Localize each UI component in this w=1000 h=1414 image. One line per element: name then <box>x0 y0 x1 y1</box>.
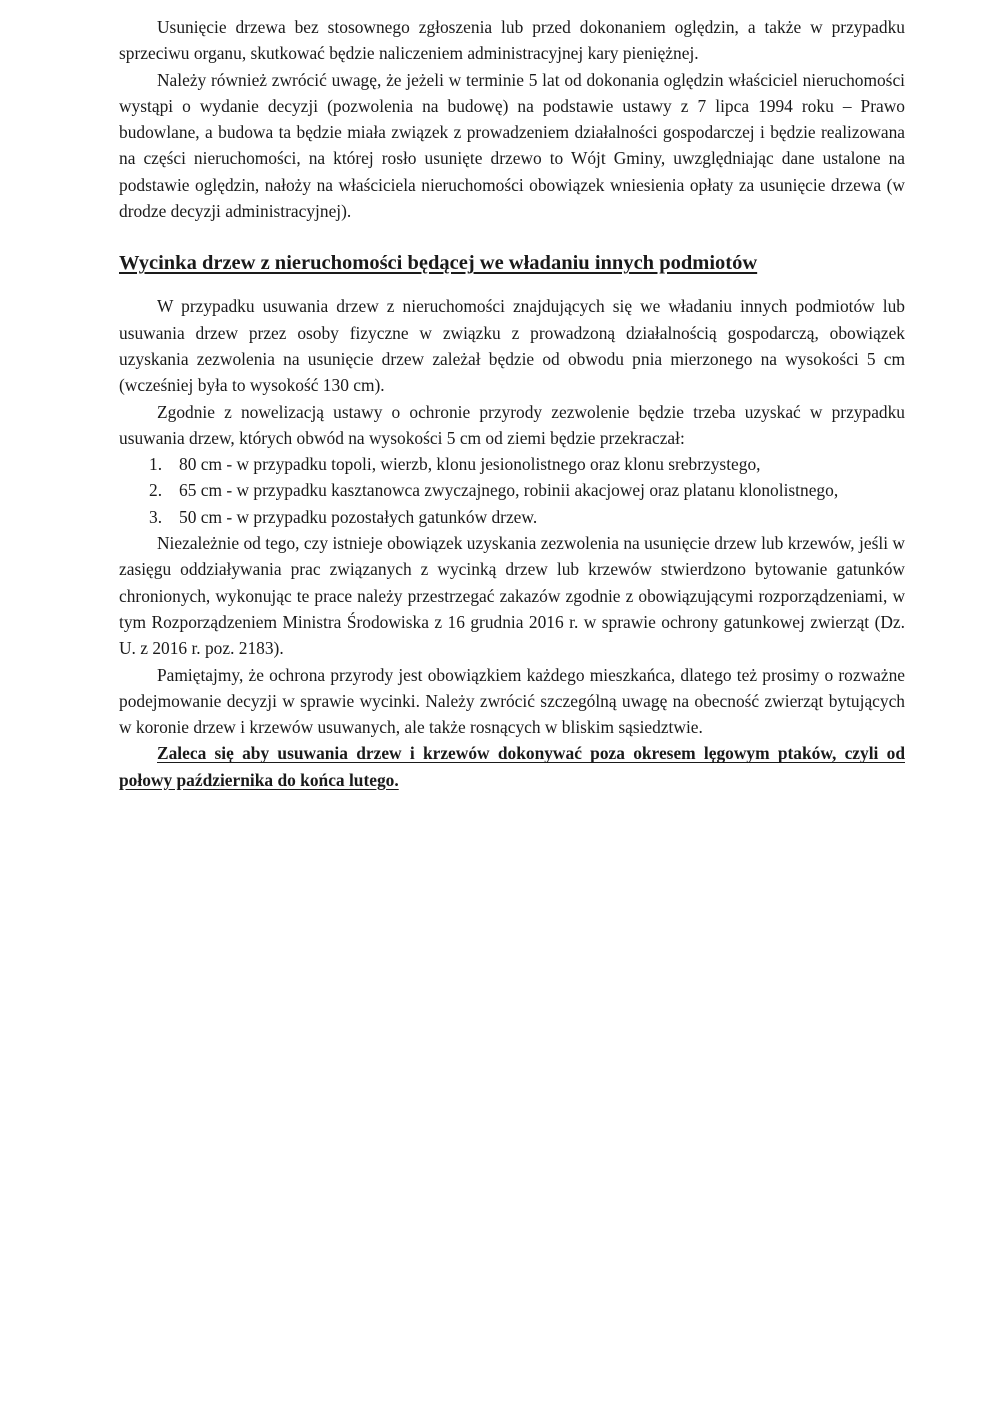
list-item <box>149 477 905 503</box>
paragraph-nature-protection: Pamiętajmy, że ochrona przyrody jest obowiązkiem każdego mieszkańca, dlatego też prosimy o rozważne podejmowanie decyzji w sprawie wycinki. Należy zwrócić szczególną uwagę na obecność zwierząt bytujących w koronie drzew i krzewów usuwanych, ale także rosnących w bliskim sąsiedztwie. <box>119 664 905 738</box>
list-item-text: 80 cm - w przypadku topoli, wierzb, klonu jesionolistnego oraz klonu srebrzystego, <box>179 454 761 475</box>
paragraph-other-entities: W przypadku usuwania drzew z nieruchomości znajdujących się we władaniu innych podmiotów lub usuwania drzew przez osoby fizyczne w związku z prowadzoną działalnością gospodarczą, obowiązek uzyskania zezwolenia na usunięcie drzew zależał będzie od obwodu pnia mierzonego na wysokości 5 cm (wcześniej była to wysokość 130 cm). <box>119 296 905 396</box>
paragraph-amendment: Zgodnie z nowelizacją ustawy o ochronie przyrody zezwolenie będzie trzeba uzyskać w przypadku usuwania drzew, których obwód na wysokości 5 cm od ziemi będzie przekraczał: <box>119 401 905 448</box>
paragraph-protected-species: Niezależnie od tego, czy istnieje obowiązek uzyskania zezwolenia na usunięcie drzew lub krzewów, jeśli w zasięgu oddziaływania prac związanych z wycinką drzew lub krzewów stwierdzono bytowanie gatunków chronionych, wykonując te prace należy przestrzegać zakazów zgodnie z obowiązującymi rozporządzeniami, w tym Rozporządzeniem Ministra Środowiska z 16 grudnia 2016 r. w sprawie ochrony gatunkowej zwierząt (Dz. U. z 2016 r. poz. 2183). <box>119 533 905 659</box>
list-item-number: 2. <box>149 480 163 501</box>
list-item <box>149 451 905 477</box>
document-page <box>119 14 905 793</box>
list-item-number: 3. <box>149 506 163 527</box>
paragraph-fee-obligation: Należy również zwrócić uwagę, że jeżeli w terminie 5 lat od dokonania oględzin właściciel nieruchomości wystąpi o wydanie decyzji (pozwolenia na budowę) na podstawie ustawy z 7 lipca 1994 roku – Prawo budowlane, a budowa ta będzie miała związek z prowadzeniem działalności gospodarczej i będzie realizowana na części nieruchomości, na której rosło usunięte drzewo to Wójt Gminy, uwzględniając dane ustalone na podstawie oględzin, nałoży na właściciela nieruchomości obowiązek wniesienia opłaty za usunięcie drzewa (w drodze decyzji administracyjnej). <box>119 69 905 222</box>
paragraph-penalty: Usunięcie drzewa bez stosownego zgłoszenia lub przed dokonaniem oględzin, a także w przypadku sprzeciwu organu, skutkować będzie naliczeniem administracyjnej kary pieniężnej. <box>119 17 905 64</box>
list-item-number: 1. <box>149 454 163 475</box>
list-item <box>149 504 905 530</box>
list-item-text: 65 cm - w przypadku kasztanowca zwyczajnego, robinii akacjowej oraz platanu klonolistnego, <box>179 480 839 501</box>
circumference-list <box>119 451 905 530</box>
list-item-text: 50 cm - w przypadku pozostałych gatunków drzew. <box>179 506 538 527</box>
closing-recommendation: Zaleca się aby usuwania drzew i krzewów dokonywać poza okresem lęgowym ptaków, czyli od połowy października do końca lutego. <box>119 743 905 790</box>
section-heading: Wycinka drzew z nieruchomości będącej we władaniu innych podmiotów <box>119 252 758 275</box>
